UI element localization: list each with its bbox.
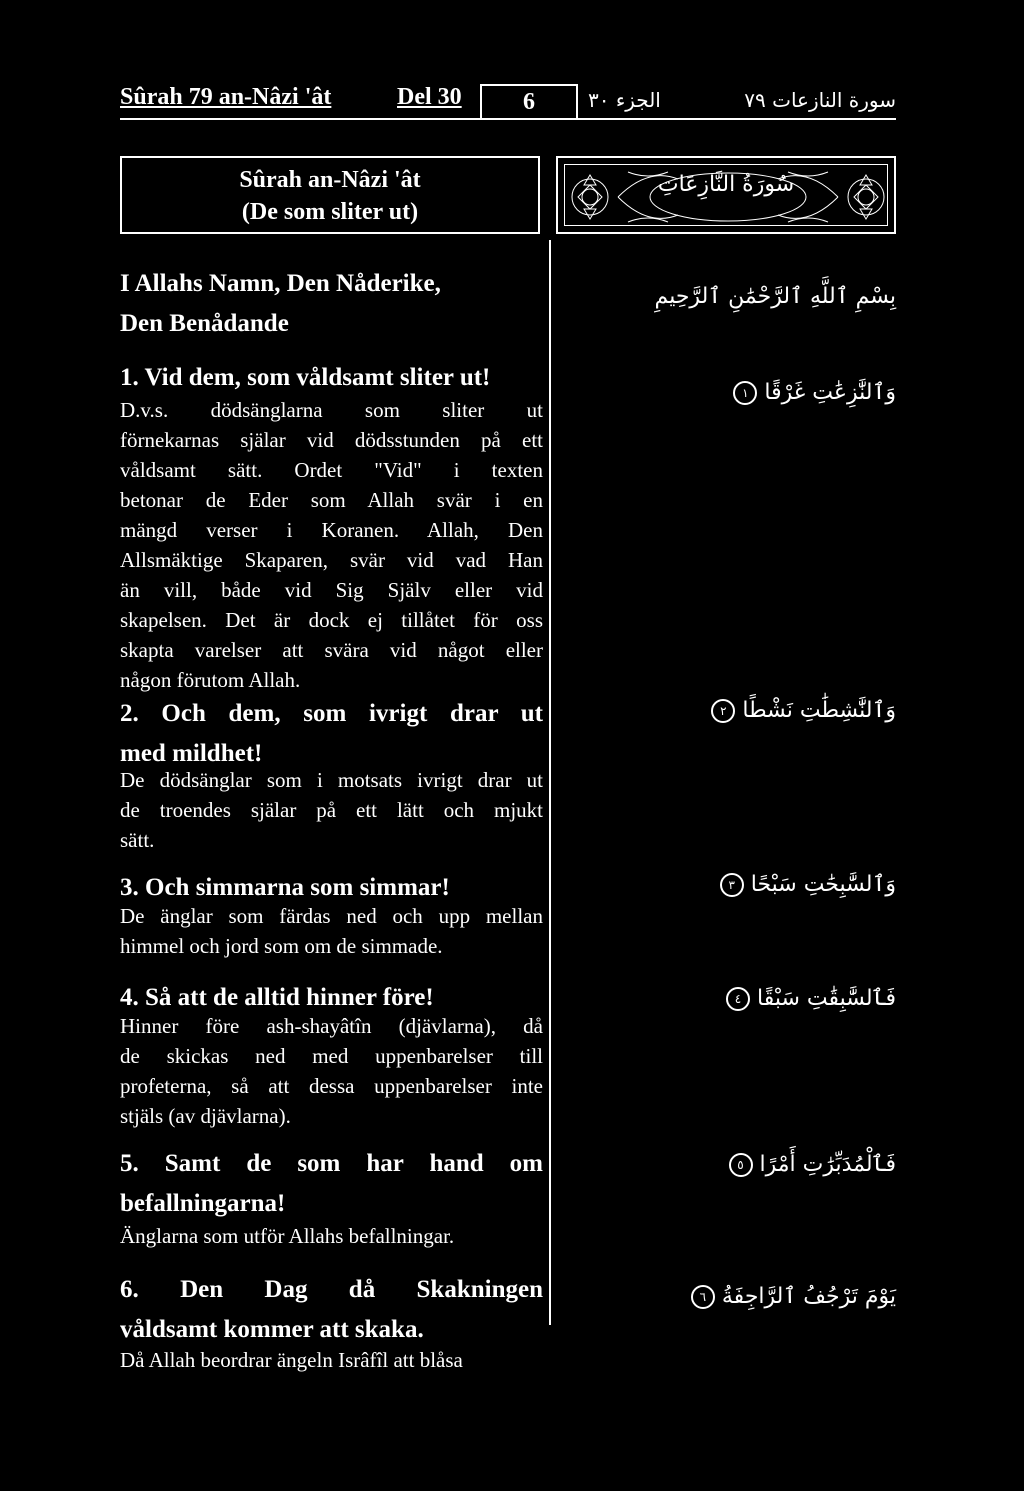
- basmala-swedish-line2: Den Benådande: [120, 310, 289, 337]
- verse-4-commentary-line: de skickas ned med uppenbarelser till: [120, 1044, 543, 1068]
- verse-3-arabic-text: وَٱلسَّٰبِحَٰتِ سَبْحًا: [750, 872, 896, 897]
- verse-3-commentary-line: himmel och jord som om de simmade.: [120, 934, 443, 958]
- ornamental-title-panel: [556, 156, 896, 234]
- verse-5-heading: befallningarna!: [120, 1190, 286, 1217]
- verse-2-commentary-line: sätt.: [120, 828, 155, 852]
- verse-3-heading: 3. Och simmarna som simmar!: [120, 874, 450, 901]
- verse-1-heading: 1. Vid dem, som våldsamt sliter ut!: [120, 364, 491, 391]
- verse-number-ornament-icon: ١: [733, 381, 757, 405]
- surah-subtitle: (De som sliter ut): [241, 199, 419, 225]
- verse-6-heading: 6. Den Dag då Skakningen: [120, 1276, 543, 1303]
- verse-4-arabic-text: فَٱلسَّٰبِقَٰتِ سَبْقًا: [756, 986, 896, 1011]
- verse-6-arabic-text: يَوْمَ تَرْجُفُ ٱلرَّاجِفَةُ: [721, 1284, 896, 1309]
- header-juz-arabic: الجزء ٣٠: [588, 88, 661, 112]
- header-surah-arabic: سورة النازعات ٧٩: [744, 88, 896, 112]
- verse-3-arabic: [596, 872, 896, 897]
- verse-6-commentary-line: Då Allah beordrar ängeln Isrâfîl att blåsa: [120, 1348, 463, 1372]
- verse-2-heading: med mildhet!: [120, 740, 263, 767]
- basmala-arabic: بِسْمِ ٱللَّهِ ٱلرَّحْمَٰنِ ٱلرَّحِيمِ: [654, 284, 896, 309]
- verse-1-commentary-line: skapta varelser att svära vid något eller: [120, 638, 543, 662]
- verse-1-commentary-line: mängd verser i Koranen. Allah, Den: [120, 518, 543, 542]
- verse-1-arabic-text: وَٱلنَّٰزِعَٰتِ غَرْقًا: [764, 380, 896, 405]
- verse-3-commentary-line: De änglar som färdas ned och upp mellan: [120, 904, 543, 928]
- verse-1-commentary-line: någon förutom Allah.: [120, 668, 301, 692]
- verse-2-commentary-line: De dödsänglar som i motsats ivrigt drar ut: [120, 768, 543, 792]
- verse-5-arabic-text: فَٱلْمُدَبِّرَٰتِ أَمْرًا: [759, 1152, 896, 1177]
- surah-title-arabic: سُورَةُ النَّازِعَاتِ: [657, 172, 795, 197]
- verse-1-commentary-line: betonar de Eder som Allah svär i en: [120, 488, 543, 512]
- verse-5-heading: 5. Samt de som har hand om: [120, 1150, 543, 1177]
- header-part: Del 30: [397, 84, 462, 110]
- verse-number-ornament-icon: ٦: [691, 1285, 715, 1309]
- verse-4-commentary-line: stjäls (av djävlarna).: [120, 1104, 291, 1128]
- verse-number-ornament-icon: ٥: [729, 1153, 753, 1177]
- verse-1-commentary-line: våldsamt sätt. Ordet "Vid" i texten: [120, 458, 543, 482]
- verse-2-arabic-text: وَٱلنَّٰشِطَٰتِ نَشْطًا: [742, 698, 896, 723]
- verse-2-arabic: [596, 698, 896, 723]
- verse-number-ornament-icon: ٤: [726, 987, 750, 1011]
- verse-4-commentary-line: Hinner före ash-shayâtîn (djävlarna), då: [120, 1014, 543, 1038]
- verse-2-heading: 2. Och dem, som ivrigt drar ut: [120, 700, 543, 727]
- verse-1-commentary-line: Allsmäktige Skaparen, svär vid vad Han: [120, 548, 543, 572]
- verse-5-commentary-line: Änglarna som utför Allahs befallningar.: [120, 1224, 455, 1248]
- header-surah-swedish: Sûrah 79 an-Nâzi 'ât: [120, 84, 332, 110]
- column-divider: [549, 240, 551, 1325]
- basmala-swedish-line1: I Allahs Namn, Den Nåderike,: [120, 270, 441, 297]
- verse-4-arabic: [596, 986, 896, 1011]
- verse-4-heading: 4. Så att de alltid hinner före!: [120, 984, 434, 1011]
- surah-title: Sûrah an-Nâzi 'ât: [239, 167, 421, 193]
- verse-1-arabic: [596, 380, 896, 405]
- verse-1-commentary-line: förnekarnas själar vid dödsstunden på ett: [120, 428, 543, 452]
- surah-title-box: [120, 156, 540, 234]
- verse-6-arabic: [596, 1284, 896, 1309]
- verse-number-ornament-icon: ٢: [711, 699, 735, 723]
- verse-6-heading: våldsamt kommer att skaka.: [120, 1316, 424, 1343]
- verse-1-commentary-line: D.v.s. dödsänglarna som sliter ut: [120, 398, 543, 422]
- verse-4-commentary-line: profeterna, så att dessa uppenbarelser inte: [120, 1074, 543, 1098]
- verse-1-commentary-line: skapelsen. Det är dock ej tillåtet för oss: [120, 608, 543, 632]
- header-rule: [120, 118, 896, 120]
- verse-1-commentary-line: än vill, både vid Sig Själv eller vid: [120, 578, 543, 602]
- page-number: 6: [480, 84, 578, 118]
- verse-number-ornament-icon: ٣: [720, 873, 744, 897]
- verse-2-commentary-line: de troendes själar på ett lätt och mjukt: [120, 798, 543, 822]
- verse-5-arabic: [596, 1152, 896, 1177]
